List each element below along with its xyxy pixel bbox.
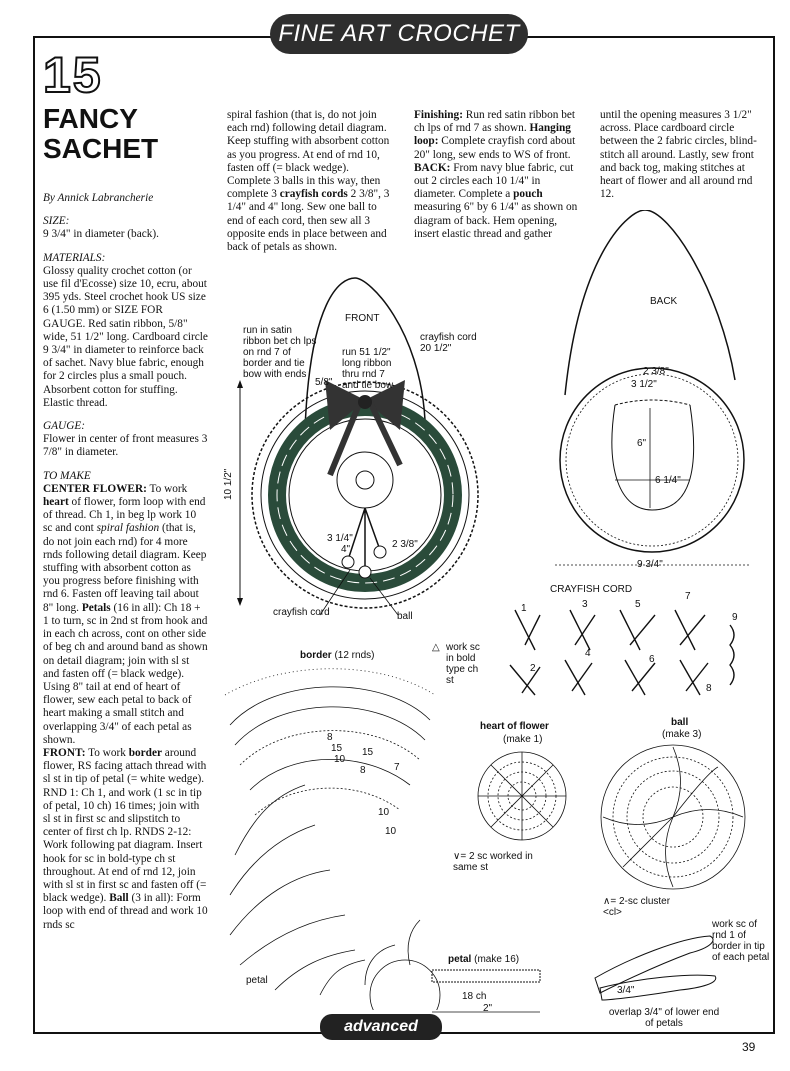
petal-label: petal xyxy=(246,975,268,986)
run-satin-label: run in satin ribbon bet ch lps on rnd 7 of border and tie bow with ends xyxy=(243,325,317,380)
border-title: border (12 rnds) xyxy=(300,650,375,661)
size-label: SIZE: xyxy=(43,215,70,228)
heart-title: heart of flower xyxy=(480,721,549,732)
crayfish-step-4: 4 xyxy=(585,648,591,659)
ball-continued: spiral fashion (that is, do not join each rnd) following detail diagram. Keep stuffing with absorbent cotton as you progress. At end of rnd 10, fasten off (= black wedge). Complete 3 balls in this way, then complete 3 crayfish cords 2 3/8", 3 1/4" and 4" long. Sew one ball to end of each cord, then sew all 3 opposite ends in place between and back of petals as shown. xyxy=(227,109,390,254)
petal-ch-label: 18 ch xyxy=(462,991,487,1002)
ball-chart xyxy=(598,742,748,892)
crayfish-step-2: 2 xyxy=(530,663,536,674)
ball-title: ball xyxy=(671,717,689,728)
legend-cluster: ∧= 2-sc cluster <cl> xyxy=(603,896,671,918)
pattern-number: 15 xyxy=(43,47,103,103)
author: By Annick Labrancherie xyxy=(43,192,154,204)
border-chart xyxy=(215,665,445,1010)
materials-text: Glossy quality crochet cotton (or use fil d'Ecosse) size 10, ecru, about 395 yds. Steel crochet hook US size 6 (1.50 mm) or SIZE FOR GAUGE. Red satin ribbon, 5/8" wide, 51 1/2" long. Cardboard circle 9 3/4" in diameter to reinforce back of sachet. Navy blue fabric, enough for 2 circles plus a small pouch. Absorbent cotton for stuffing. Elastic thread. xyxy=(43,264,208,409)
page-number: 39 xyxy=(742,1040,756,1054)
crayfish-step-5: 5 xyxy=(635,599,641,610)
petal-title: petal (make 16) xyxy=(448,954,520,965)
overlap-34-label: 3/4" xyxy=(617,985,635,996)
front-title: FRONT xyxy=(345,313,380,324)
crayfish-step-9: 9 xyxy=(732,612,738,623)
height-label: 10 1/2" xyxy=(223,468,234,500)
to-make-label: TO MAKE xyxy=(43,469,91,482)
crayfish-step-3: 3 xyxy=(582,599,588,610)
back-312-label: 3 1/2" xyxy=(631,379,657,390)
front-paragraph: FRONT: To work border around flower, RS facing attach thread with sl st in tip of petal (= white wedge). RND 1: Ch 1, and work (1 sc in tip of petal, 10 ch) 16 times; join with sl st in first sc and slipstitch to center of first ch lp. RNDS 2-12: Work following pat diagram. Insert hook for sc in bold-type ch st throughout. At end of rnd 12, join with sl st in first sc and fasten off (= black wedge). Ball (3 in all): Form loop with end of thread and work 10 rnds sc xyxy=(43,746,208,931)
crayfish-cord-label: crayfish cord xyxy=(273,607,330,618)
width-58-label: 5/8" xyxy=(315,377,333,388)
back-continued: until the opening measures 3 1/2" across. Place cardboard circle between the 2 fabric circles, blind-stitch all around. Lastly, sew front and back tog, making stitches at heart of flower and all around rnd 12. xyxy=(600,109,757,201)
run-ribbon-label: run 51 1/2" long ribbon thru rnd 7 and tie bow xyxy=(342,347,394,391)
back-6-label: 6" xyxy=(637,438,647,449)
heart-chart xyxy=(474,748,570,844)
border-row-15a: 15 xyxy=(331,743,343,754)
border-row-10b: 10 xyxy=(378,807,390,818)
ball-label: ball xyxy=(397,611,413,622)
border-row-8a: 8 xyxy=(327,732,333,743)
column-2 xyxy=(227,109,393,254)
back-614-label: 6 1/4" xyxy=(655,475,681,486)
materials-label: MATERIALS: xyxy=(43,251,106,264)
border-row-10a: 10 xyxy=(334,754,346,765)
cluster-symbol: ∧ xyxy=(603,896,611,907)
back-238-label: 2 3/8" xyxy=(643,366,669,377)
border-row-15b: 15 xyxy=(362,747,374,758)
border-row-7: 7 xyxy=(394,762,400,773)
crayfish-step-1: 1 xyxy=(521,603,527,614)
overlap-caption: overlap 3/4" of lower end of petals xyxy=(608,1007,720,1029)
finishing-paragraph: Finishing: Run red satin ribbon bet ch lps of rnd 7 as shown. Hanging loop: Complete crayfish cord about 20" long, sew ends to WS of front. xyxy=(414,109,576,161)
cord-314-label: 3 1/4" xyxy=(327,533,353,544)
column-1 xyxy=(43,192,208,932)
crayfish-step-7: 7 xyxy=(685,591,691,602)
crayfish-step-8: 8 xyxy=(706,683,712,694)
crayfish-steps xyxy=(500,595,760,705)
column-4 xyxy=(600,109,768,201)
cord-238-label: 2 3/8" xyxy=(392,539,418,550)
section-banner: FINE ART CROCHET xyxy=(270,14,528,54)
border-row-8b: 8 xyxy=(360,765,366,776)
legend-two-sc: ∨= 2 sc worked in same st xyxy=(453,851,533,873)
heart-make: (make 1) xyxy=(503,734,543,745)
back-934-label: 9 3/4" xyxy=(637,559,663,570)
bold-ch-symbol: △ xyxy=(432,642,440,653)
overlap-work-sc: work sc of rnd 1 of border in tip of each petal xyxy=(712,919,770,963)
crayfish-step-6: 6 xyxy=(649,654,655,665)
ball-make: (make 3) xyxy=(662,729,702,740)
size-text: 9 3/4" in diameter (back). xyxy=(43,228,159,241)
title-line-2: SACHET xyxy=(43,133,159,164)
border-row-10c: 10 xyxy=(385,826,397,837)
front-diagram xyxy=(230,270,480,630)
back-paragraph: BACK: From navy blue fabric, cut out 2 circles each 10 1/4" in diameter. Complete a pouch measuring 6" by 6 1/4" as shown on diagram of back. Hem opening, insert elastic thread and gather xyxy=(414,161,578,240)
petal-length-label: 2" xyxy=(483,1003,493,1014)
center-flower-paragraph: CENTER FLOWER: To work heart of flower, form loop with end of thread. Ch 1, in beg lp work 10 sc and cont spiral fashion (that is, do not join each rnd) for 4 more rnds following detail diagram. Keep stuffing with absorbent cotton as you progress before finishing with rnd 6. Fasten off leaving tail about 8" long. Petals (16 in all): Ch 18 + 1 to turn, sc in 2nd st from hook and in each ch across, cont on other side of beg ch and around band as shown on detail diagram; join with sl st and fasten off (= black wedge). Using 8" tail at end of heart of flower, sew each petal to back of heart making a small stitch and overlapping 3/4" of each petal as shown. xyxy=(43,482,208,746)
pattern-title xyxy=(43,104,158,164)
gauge-label: GAUGE: xyxy=(43,420,86,433)
crayfish-20-label: crayfish cord 20 1/2" xyxy=(420,332,477,354)
back-diagram xyxy=(540,210,760,580)
legend-work-sc: △ work sc in bold type ch st xyxy=(432,642,480,686)
cord-4-label: 4" xyxy=(341,544,351,555)
back-title: BACK xyxy=(650,296,678,307)
two-sc-symbol: ∨ xyxy=(453,851,461,862)
crayfish-title: CRAYFISH CORD xyxy=(550,584,633,595)
overlap-chart xyxy=(590,928,720,1008)
title-line-1: FANCY xyxy=(43,103,138,134)
skill-level-badge: advanced xyxy=(320,1014,442,1040)
gauge-text: Flower in center of front measures 3 7/8" in diameter. xyxy=(43,433,208,459)
